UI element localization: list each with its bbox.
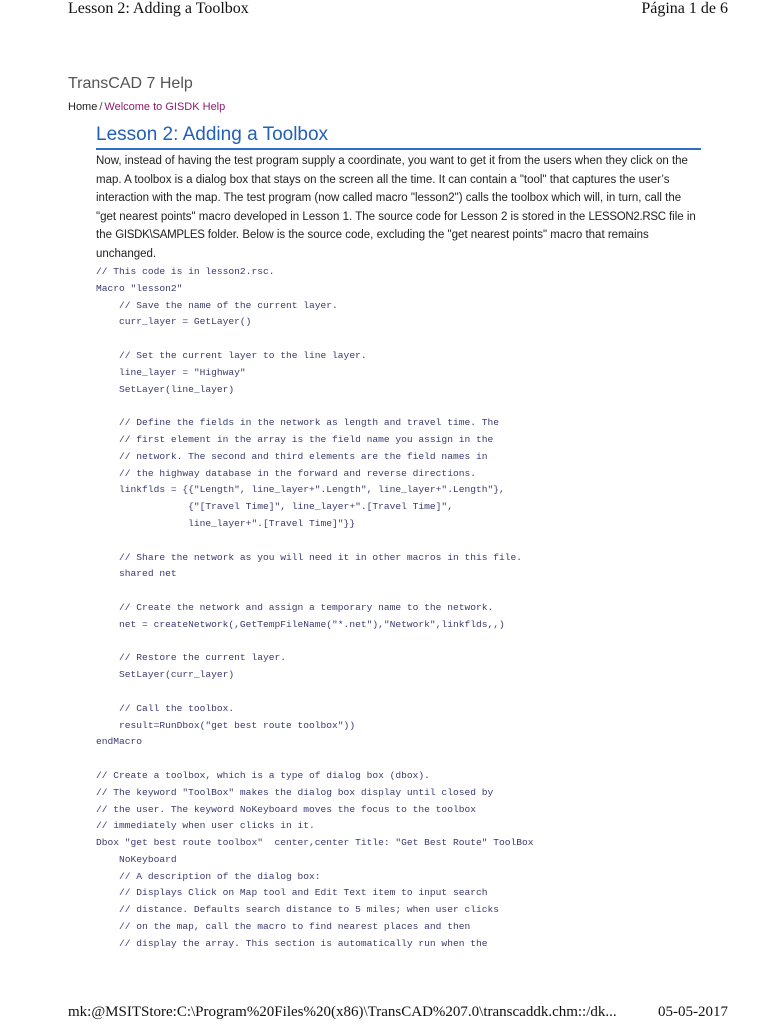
code-line: // Define the fields in the network as length and travel time. The [96, 417, 500, 429]
code-line: // on the map, call the macro to find nearest places and then [96, 921, 471, 933]
code-line: // network. The second and third elements are the field names in [96, 450, 488, 462]
code-line: // This code is in lesson2.rsc. [96, 266, 275, 277]
code-line: // distance. Defaults search distance to 5 miles; when user clicks [96, 904, 500, 916]
code-line: curr_layer = GetLayer() [96, 316, 252, 328]
code-line: // the highway database in the forward and reverse directions. [96, 467, 476, 479]
source-code-block [96, 264, 716, 953]
intro-text-part2: file in the [96, 210, 696, 241]
print-footer [0, 1004, 768, 1024]
code-line: // The keyword "ToolBox" makes the dialog box display until closed by [96, 786, 494, 798]
intro-folder-name: GISDK\SAMPLES [115, 229, 205, 241]
code-line [96, 533, 716, 550]
code-line: SetLayer(curr_layer) [96, 669, 235, 681]
code-line [96, 684, 716, 701]
code-line: shared net [96, 568, 177, 580]
code-line: net = createNetwork(,GetTempFileName("*.net"),"Network",linkflds,,) [96, 618, 505, 630]
code-line: // display the array. This section is automatically run when the [96, 937, 488, 949]
breadcrumb [68, 101, 225, 113]
code-line [96, 398, 716, 415]
code-line: line_layer = "Highway" [96, 366, 246, 378]
code-line [96, 331, 716, 348]
code-line: endMacro [96, 736, 143, 748]
code-line: // Share the network as you will need it in other macros in this file. [96, 551, 523, 563]
code-line: {"[Travel Time]", line_layer+".[Travel Time]", [96, 501, 453, 513]
page-title: Lesson 2: Adding a Toolbox [96, 124, 701, 150]
code-line: // immediately when user clicks in it. [96, 820, 315, 832]
code-line: // first element in the array is the field name you assign in the [96, 433, 494, 445]
code-line: result=RunDbox("get best route toolbox")) [96, 719, 356, 731]
code-line [96, 751, 716, 768]
code-line [96, 634, 716, 651]
print-footer-date: 05-05-2017 [658, 1004, 728, 1020]
code-line: // Save the name of the current layer. [96, 299, 338, 311]
print-footer-url: mk:@MSITStore:C:\Program%20Files%20(x86)\TransCAD%207.0\transcaddk.chm::/dk... [68, 1004, 617, 1020]
code-line: // Displays Click on Map tool and Edit Text item to input search [96, 887, 488, 899]
breadcrumb-separator: / [99, 101, 103, 113]
print-header [0, 0, 768, 24]
code-line: Macro "lesson2" [96, 282, 183, 294]
code-line [96, 583, 716, 600]
code-line: NoKeyboard [96, 853, 177, 865]
breadcrumb-gisdk-link[interactable]: Welcome to GISDK Help [104, 101, 226, 113]
intro-text-part1: Now, instead of having the test program supply a coordinate, you want to get it from the users when they click on the map. A toolbox is a dialog box that stays on the screen all the time. It can contain a "tool" that captures the user’s interaction with the map. The test program (now called macro "lesson2") calls the toolbox which will, in turn, call the "get nearest points" macro developed in Lesson 1. The source code for Lesson 2 is stored in the [96, 155, 688, 223]
intro-paragraph [96, 152, 702, 263]
code-line: // the user. The keyword NoKeyboard moves the focus to the toolbox [96, 803, 476, 815]
intro-file-name: LESSON2.RSC [588, 210, 666, 223]
help-title: TransCAD 7 Help [68, 75, 193, 92]
intro-text-part3: folder. Below is the source code, excluding the "get nearest points" macro that remains unchanged. [96, 229, 649, 260]
code-line: // Create a toolbox, which is a type of dialog box (dbox). [96, 769, 430, 781]
print-header-page-number: Página 1 de 6 [641, 0, 728, 17]
code-line: // A description of the dialog box: [96, 870, 321, 882]
code-line: // Restore the current layer. [96, 652, 286, 664]
code-line: SetLayer(line_layer) [96, 383, 235, 395]
code-line: // Call the toolbox. [96, 702, 235, 714]
code-line: linkflds = {{"Length", line_layer+".Length", line_layer+".Length"}, [96, 484, 505, 496]
code-line: line_layer+".[Travel Time]"}} [96, 517, 356, 529]
code-line: // Set the current layer to the line layer. [96, 349, 367, 361]
breadcrumb-home-link[interactable]: Home [68, 101, 98, 113]
print-header-title: Lesson 2: Adding a Toolbox [68, 0, 249, 17]
code-line: // Create the network and assign a temporary name to the network. [96, 601, 494, 613]
code-line: Dbox "get best route toolbox" center,center Title: "Get Best Route" ToolBox [96, 837, 534, 849]
